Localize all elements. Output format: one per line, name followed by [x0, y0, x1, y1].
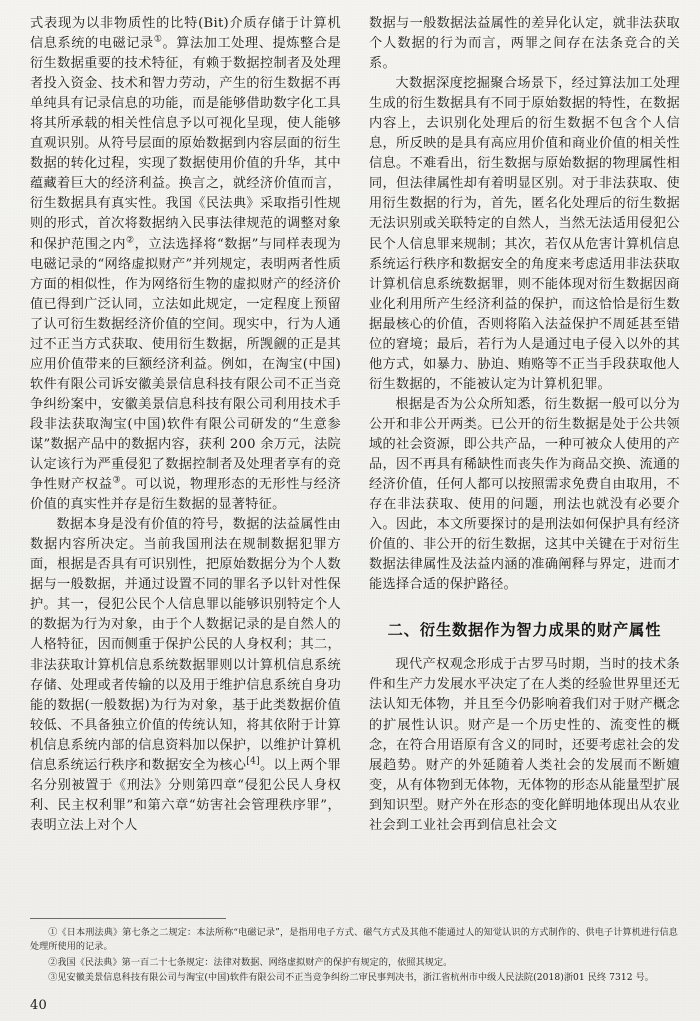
paragraph-text-segment: 。算法加工处理、提炼整合是衍生数据重要的技术特征，有赖于数据控制者及处理者投入资金、技术和智力劳动，产生的衍生数据不再单纯具有记录信息的功能，而是能够借助数字化工具将其所承载的相关性信息予以可视化呈现，使人能够直观识别。从符号层面的原始数据到内容层面的衍生数据的转化过程，实现了数据使用价值的升华，其中蕴藏着巨大的经济利益。换言之，就经济价值而言，衍生数据具有真实性。我国《民法典》采取指引性规则的形式，首次将数据纳入民事法律规范的调整对象和保护范围之内	[30, 36, 341, 252]
paragraph-continued-right: 数据与一般数据法益属性的差异化认定，就非法获取个人数据的行为而言，两罪之间存在法条竞合的关系。	[369, 16, 680, 72]
footnote-marker: ③	[48, 973, 58, 984]
paragraph-property-concept: 现代产权观念形成于古罗马时期，当时的技术条件和生产力发展水平决定了在人类的经验世界里还无法认知无体物，并且至今仍影响着我们对于财产概念的扩展性认识。财产是一个历史性的、流变性的概念，在符合用语原有含义的同时，还要考虑社会的发展趋势。财产的外延随着人类社会的发展而不断嬗变，从有体物到无体物，无体物的形态从能量型扩展到知识型。财产外在形态的变化鲜明地体现出从农业社会到工业社会再到信息社会文	[369, 657, 680, 833]
footnote-item	[30, 956, 678, 971]
paragraph-text-segment: ，立法选择将“数据”与同样表现为电磁记录的“网络虚拟财产”并列规定，表明两者性质方面的相似性，作为网络衍生物的虚拟财产的经济价值已得到广泛认同，立法如此规定，一定程度上预留了认可衍生数据经济价值的空间。现实中，行为人通过不正当方式获取、使用衍生数据，所觊觎的正是其应用价值带来的巨额经济利益。例如，在淘宝(中国)软件有限公司诉安徽美景信息科技有限公司不正当竞争纠纷案中，安徽美景信息科技有限公司利用技术手段非法获取淘宝(中国)软件有限公司研发的“生意参谋”数据产品中的数据内容，获利 200 余万元，法院认定该行为严重侵犯了数据控制者及处理者享有的竞争性财产权益	[30, 236, 341, 493]
paragraph-public-nonpublic: 根据是否为公众所知悉，衍生数据一般可以分为公开和非公开两类。已公开的衍生数据是处于公共领域的社会资源，即公共产品，一种可被众人使用的产品，因不再具有稀缺性而丧失作为商品交换、流通的经济价值，任何人都可以按照需求免费自由取用，不存在非法获取、使用的问题，刑法也就没有必要介入。因此，本文所要探讨的是刑法如何保护具有经济价值的、非公开的衍生数据，这其中关键在于对衍生数据法律属性及法益内涵的准确阐释与界定，进而才能选择合适的保护路径。	[369, 396, 680, 593]
paragraph-text-segment: 。可以说，物理形态的无形性与经济价值的真实性并存是衍生数据的显著特征。	[30, 477, 341, 513]
paragraph-text-segment: 式表现为以非物质性的比特(Bit)介质存储于计算机信息系统的电磁记录	[30, 16, 341, 52]
footnote-item	[30, 926, 678, 955]
page-number: 40	[30, 998, 48, 1013]
paragraph-text-segment: 数据本身是没有价值的符号，数据的法益属性由数据内容所决定。当前我国刑法在规制数据犯罪方面，根据是否具有可识别性，把原始数据分为个人数据与一般数据，并通过设置不同的罪名予以针对性保护。其一，侵犯公民个人信息罪以能够识别特定个人的数据为行为对象，由于个人数据记录的是自然人的人格特征，因而侧重于保护公民的人身权利；其二，非法获取计算机信息系统数据罪则以计算机信息系统存储、处理或者传输的以及用于维护信息系统自身功能的数据(一般数据)为行为对象，基于此类数据价值较低、不具备独立价值的传统认知，将其依附于计算机信息系统内部的信息资料加以保护，以维护计算机信息系统运行秩序和数据安全为核心	[30, 517, 341, 773]
footnote-marker-3[interactable]: ③	[112, 475, 122, 486]
paragraph-derived-data-traits: 大数据深度挖掘聚合场景下，经过算法加工处理生成的衍生数据具有不同于原始数据的特性，在数据内容上，去识别化处理后的衍生数据不包含个人信息，所反映的是具有高应用价值和商业价值的相关性信息。不难看出，衍生数据与原始数据的物理属性相同，但法律属性却有着明显区别。对于非法获取、使用衍生数据的行为，首先，匿名化处理后的衍生数据无法识别或关联特定的自然人，当然无法适用侵犯公民个人信息罪来规制；其次，若仅从危害计算机信息系统运行秩序和数据安全的角度来考虑适用非法获取计算机信息系统数据罪，则不能体现对衍生数据因商业化利用所产生经济利益的保护，而这恰恰是衍生数据最核心的价值，否则将陷入法益保护不周延甚至错位的窘境；最后，若行为人是通过电子侵入以外的其他方式，如暴力、胁迫、贿赂等不正当手段获取他人衍生数据的，不能被认定为计算机犯罪。	[369, 76, 680, 392]
footnote-marker: ②	[48, 957, 58, 968]
paragraph-data-attributes	[30, 515, 341, 836]
footnote-marker-2[interactable]: ②	[126, 235, 135, 246]
paragraph-text-segment: 。以上两个罪名分别被置于《刑法》分则第四章“侵犯公民人身权利、民主权利罪”和第六章“妨害社会管理秩序罪”，表明立法上对个人	[30, 757, 341, 833]
left-column	[30, 14, 341, 836]
footnote-marker-1[interactable]: ①	[153, 34, 163, 45]
footnote-item	[30, 971, 678, 986]
footnote-separator-rule	[30, 918, 226, 919]
footnotes-block	[30, 918, 678, 987]
right-column	[369, 14, 680, 836]
footnote-text: 《日本刑法典》第七条之二规定：本法所称“电磁记录”，是指用电子方式、磁气方式及其他不能通过人的知觉认识的方式制作的、供电子计算机进行信息处理所使用的记录。	[30, 927, 678, 953]
paragraph-continued	[30, 14, 341, 515]
footnote-marker-4[interactable]: [4]	[246, 756, 260, 767]
section-heading-two: 二、衍生数据作为智力成果的财产属性	[387, 621, 662, 640]
two-column-layout	[30, 14, 678, 880]
footnote-text: 我国《民法典》第一百二十七条规定：法律对数据、网络虚拟财产的保护有规定的，依照其规定。	[57, 957, 453, 968]
footnote-text: 见安徽美景信息科技有限公司与淘宝(中国)软件有限公司不正当竞争纠纷二审民事判决书，浙江省杭州市中级人民法院(2018)浙01 民终 7312 号。	[57, 973, 654, 984]
footnote-marker: ①	[48, 927, 58, 938]
